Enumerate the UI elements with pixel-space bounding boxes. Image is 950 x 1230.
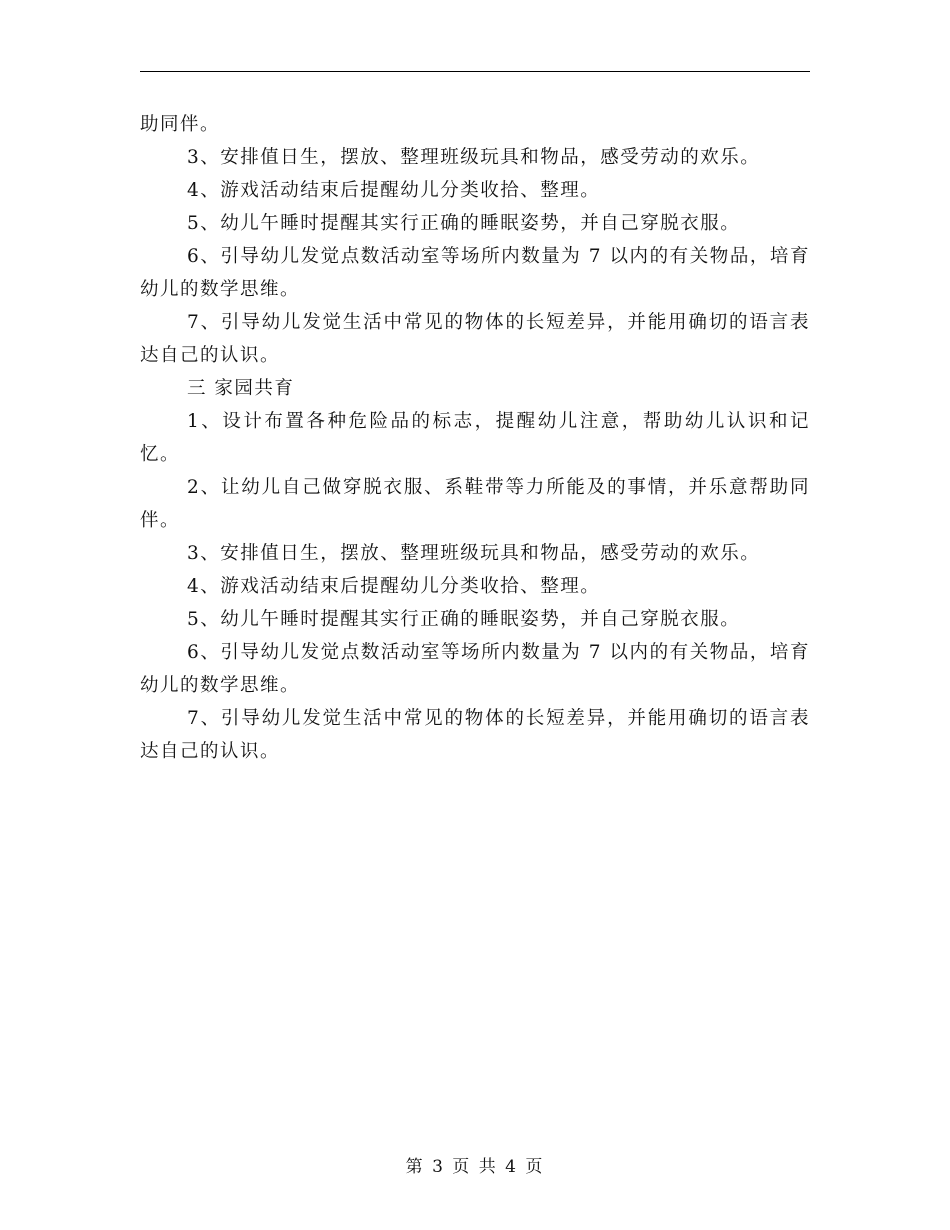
- paragraph: 6、引导幼儿发觉点数活动室等场所内数量为 7 以内的有关物品，培育幼儿的数学思维。: [140, 246, 810, 300]
- paragraph: 4、游戏活动结束后提醒幼儿分类收拾、整理。: [187, 576, 601, 597]
- header-rule: [140, 71, 810, 72]
- document-body: [140, 108, 810, 768]
- paragraph: 2、让幼儿自己做穿脱衣服、系鞋带等力所能及的事情，并乐意帮助同伴。: [140, 477, 810, 531]
- paragraph: 4、游戏活动结束后提醒幼儿分类收拾、整理。: [187, 180, 601, 201]
- paragraph: 3、安排值日生，摆放、整理班级玩具和物品，感受劳动的欢乐。: [187, 543, 761, 564]
- paragraph: 5、幼儿午睡时提醒其实行正确的睡眠姿势，并自己穿脱衣服。: [187, 609, 741, 630]
- paragraph: 7、引导幼儿发觉生活中常见的物体的长短差异，并能用确切的语言表达自己的认识。: [140, 708, 810, 762]
- paragraph: 助同伴。: [140, 114, 221, 135]
- paragraph: 6、引导幼儿发觉点数活动室等场所内数量为 7 以内的有关物品，培育幼儿的数学思维。: [140, 642, 810, 696]
- paragraph: 7、引导幼儿发觉生活中常见的物体的长短差异，并能用确切的语言表达自己的认识。: [140, 312, 810, 366]
- section-heading: 三 家园共育: [187, 378, 295, 399]
- paragraph: 3、安排值日生，摆放、整理班级玩具和物品，感受劳动的欢乐。: [187, 147, 761, 168]
- page-footer: 第 3 页 共 4 页: [405, 1157, 545, 1177]
- paragraph: 1、设计布置各种危险品的标志，提醒幼儿注意，帮助幼儿认识和记忆。: [140, 411, 810, 465]
- paragraph: 5、幼儿午睡时提醒其实行正确的睡眠姿势，并自己穿脱衣服。: [187, 213, 741, 234]
